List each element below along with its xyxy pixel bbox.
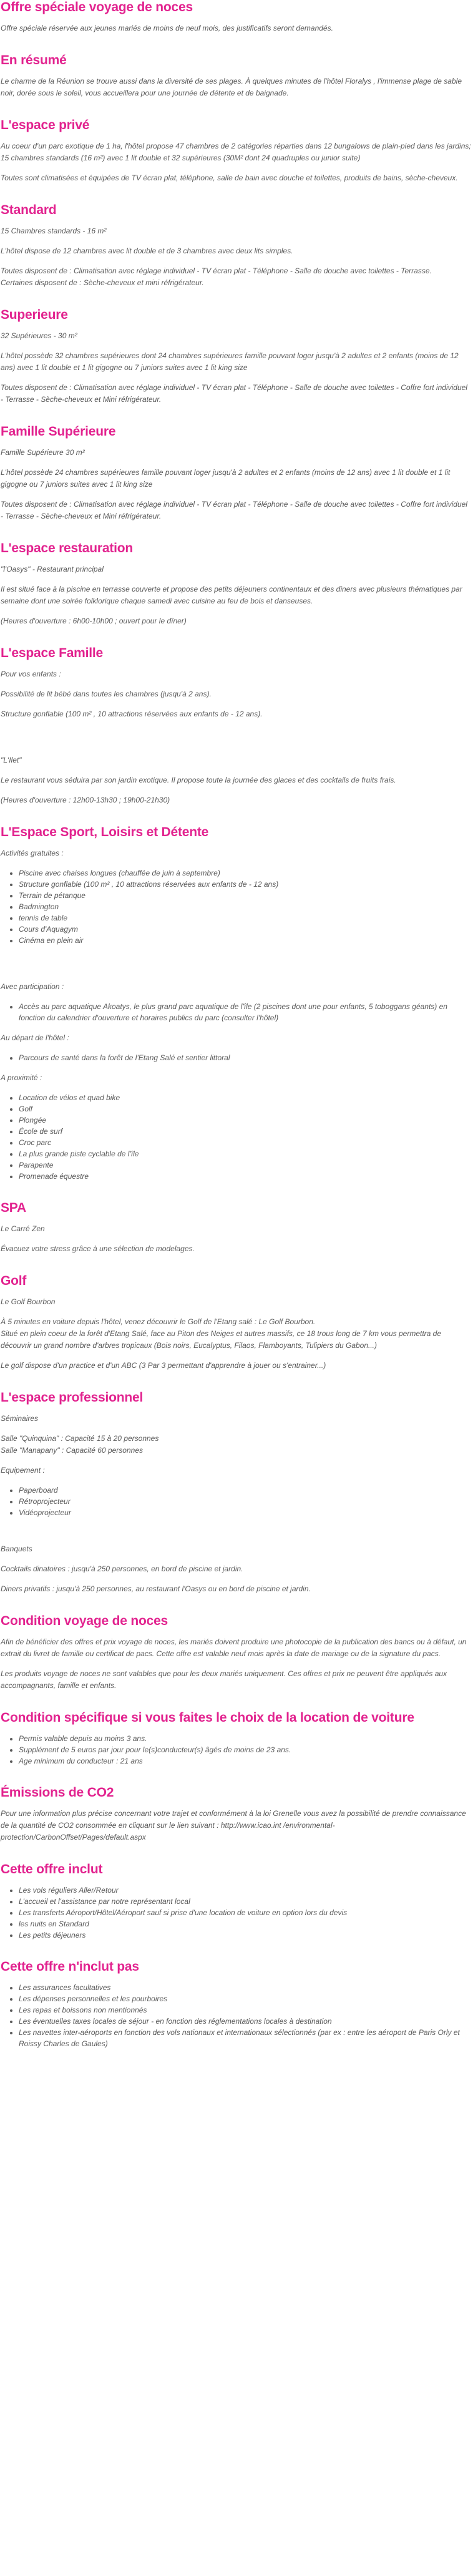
sport-participation-label: Avec participation :: [1, 982, 64, 991]
list-item: • Golf: [19, 1103, 472, 1115]
list-item: • Structure gonflable (100 m² , 10 attractions réservées aux enfants de - 12 ans): [19, 879, 472, 890]
restauration-hours: (Heures d'ouverture : 6h00-10h00 ; ouvert pour le dîner): [1, 617, 187, 625]
section-sport: [1, 825, 472, 1182]
list-item: • Les éventuelles taxes locales de séjour - en fonction des réglementations locales à destination: [19, 2016, 472, 2027]
famille-paragraph: Structure gonflable (100 m² , 10 attractions réservées aux enfants de - 12 ans).: [1, 710, 263, 718]
superieure-subtitle: 32 Supérieures - 30 m²: [1, 331, 77, 340]
section-restauration: [1, 541, 472, 627]
list-item: • L'accueil et l'assistance par notre représentant local: [19, 1896, 472, 1907]
superieure-paragraph: L'hôtel possède 32 chambres supérieures dont 24 chambres supérieures famille pouvant loger jusqu'à 2 adultes et 2 enfants (moins de 12 ans) avec 1 lit double et 1 lit gigogne ou 7 juniors suites avec 1 lit king size: [1, 351, 459, 372]
pro-title: L'espace professionnel: [1, 1390, 144, 1405]
list-item: • Location de vélos et quad bike: [19, 1092, 472, 1103]
section-condition: [1, 1614, 472, 1692]
location-list: [1, 1733, 472, 1767]
list-item: • Les dépenses personnelles et les pourboires: [19, 1993, 472, 2004]
inclut-list: [1, 1885, 472, 1941]
section-location-voiture: [1, 1710, 472, 1767]
prive-title: L'espace privé: [1, 118, 90, 132]
standard-subtitle: 15 Chambres standards - 16 m²: [1, 227, 107, 235]
prive-paragraph: Au coeur d'un parc exotique de 1 ha, l'hôtel propose 47 chambres de 2 catégories réparties dans 12 bungalows de plain-pied dans les jardins; 15 chambres standards (16 m²) avec 1 lit double et 32 supérieures (30M² dont 24 quadruples ou junior suite): [1, 142, 471, 162]
spa-paragraph: Le Carré Zen: [1, 1224, 45, 1233]
pro-equip-list: [1, 1485, 472, 1518]
standard-paragraph: L'hôtel dispose de 12 chambres avec lit double et de 3 chambres avec deux lits simples.: [1, 246, 293, 255]
resume-text: Le charme de la Réunion se trouve aussi dans la diversité de ses plages. À quelques minutes de l'hôtel Floralys , l'immense plage de sable noir, dorée sous le soleil, vous accueillera pour une journée de détente et de baignade.: [1, 77, 462, 97]
resume-title: En résumé: [1, 53, 67, 67]
list-item: • Les transferts Aéroport/Hôtel/Aéroport sauf si prise d'une location de voiture en option lors du devis: [19, 1907, 472, 1918]
sport-gratuites-label: Activités gratuites :: [1, 849, 64, 857]
section-golf: [1, 1274, 472, 1372]
ilet-paragraph: Le restaurant vous séduira par son jardin exotique. Il propose toute la journée des glaces et des cocktails de fruits frais.: [1, 776, 396, 784]
list-item: • Vidéoprojecteur: [19, 1507, 472, 1518]
sport-depart-label: Au départ de l'hôtel :: [1, 1033, 69, 1042]
list-item: • Les vols réguliers Aller/Retour: [19, 1885, 472, 1896]
offre-title: Offre spéciale voyage de noces: [1, 0, 193, 14]
spacer: [1, 955, 472, 981]
restauration-paragraph: Il est situé face à la piscine en terrasse couverte et propose des petits déjeuners continentaux et des diners avec plusieurs thématiques par semaine dont une soirée folklorique chaque samedi avec cuisine au feu de bois et danseuses.: [1, 585, 462, 605]
golf-title: Golf: [1, 1274, 27, 1288]
condition-paragraph: Les produits voyage de noces ne sont valables que pour les deux mariés uniquement. Ces offres et prix ne peuvent être appliqués aux accompagnants, famille et enfants.: [1, 1669, 447, 1690]
pro-paragraph: Séminaires: [1, 1414, 39, 1423]
pro-paragraph: Cocktails dinatoires : jusqu'à 250 personnes, en bord de piscine et jardin.: [1, 1564, 243, 1573]
list-item: • Supplément de 5 euros par jour pour le(s)conducteur(s) âgés de moins de 23 ans.: [19, 1744, 472, 1755]
golf-paragraph: Le golf dispose d'un practice et d'un ABC (3 Par 3 permettant d'apprendre à jouer ou s'entrainer...): [1, 1361, 326, 1370]
sport-depart-list: [1, 1052, 472, 1063]
restauration-title: L'espace restauration: [1, 541, 134, 555]
spa-title: SPA: [1, 1201, 27, 1215]
spacer: [1, 728, 472, 754]
spa-paragraph: Évacuez votre stress grâce à une sélection de modelages.: [1, 1244, 195, 1253]
famille-sup-title: Famille Supérieure: [1, 424, 116, 439]
list-item: • Rétroprojecteur: [19, 1496, 472, 1507]
co2-title: Émissions de CO2: [1, 1785, 114, 1800]
standard-paragraph: Toutes disposent de : Climatisation avec réglage individuel - TV écran plat - Téléphone - Salle de douche avec toilettes - Terrasse.: [1, 266, 432, 275]
famille-sup-paragraph: Toutes disposent de : Climatisation avec réglage individuel - TV écran plat - Téléphone - Salle de douche avec toilettes - Coffre fort individuel - Terrasse - Sèche-cheveux et Mini réfrigérateur.: [1, 500, 467, 520]
pro-equip-label: Equipement :: [1, 1466, 45, 1475]
list-item: • Parapente: [19, 1159, 472, 1171]
sport-participation-list: [1, 1001, 472, 1023]
list-item: • Terrain de pétanque: [19, 890, 472, 901]
list-item: • Les petits déjeuners: [19, 1930, 472, 1941]
ninclut-title: Cette offre n'inclut pas: [1, 1959, 139, 1974]
famille-paragraph: Possibilité de lit bébé dans toutes les chambres (jusqu'à 2 ans).: [1, 690, 212, 698]
offre-text: Offre spéciale réservée aux jeunes mariés de moins de neuf mois, des justificatifs seront demandés.: [1, 24, 333, 32]
ilet-hours: (Heures d'ouverture : 12h00-13h30 ; 19h00-21h30): [1, 796, 170, 804]
section-standard: [1, 203, 472, 289]
list-item: • Les navettes inter-aéroports en fonction des vols nationaux et internationaux sélectionnés (par ex : entre les aéroport de Paris Orly et Roissy Charles de Gaules): [19, 2027, 472, 2049]
list-item: • Les assurances facultatives: [19, 1982, 472, 1993]
list-item: • Accès au parc aquatique Akoatys, le plus grand parc aquatique de l'île (2 piscines dont une pour enfants, 5 toboggans géants) en fonction du calendrier d'ouverture et horaires publics du parc (consulter l'hôtel): [19, 1001, 472, 1023]
sport-gratuites-list: [1, 867, 472, 946]
list-item: • Permis valable depuis au moins 3 ans.: [19, 1733, 472, 1744]
list-item: • La plus grande piste cyclable de l'île: [19, 1148, 472, 1159]
section-resume: [1, 53, 472, 99]
section-co2: [1, 1785, 472, 1843]
famille-sup-subtitle: Famille Supérieure 30 m²: [1, 448, 85, 457]
golf-paragraph: Le Golf Bourbon: [1, 1297, 56, 1306]
famille-title: L'espace Famille: [1, 646, 104, 660]
co2-paragraph: Pour une information plus précise concernant votre trajet et conformément à la loi Grenelle vous avez la possibilité de prendre connaissance de la quantité de CO2 consommée en cliquant sur le lien suivant : http://www.icao.int /environmental-protection/CarbonOffset/Pages/default.aspx: [1, 1809, 466, 1842]
list-item: • Badmington: [19, 901, 472, 912]
section-espace-prive: [1, 118, 472, 184]
list-item: • Cinéma en plein air: [19, 935, 472, 946]
section-ilet: [1, 754, 472, 806]
list-item: • Piscine avec chaises longues (chauffée de juin à septembre): [19, 867, 472, 879]
condition-paragraph: Afin de bénéficier des offres et prix voyage de noces, les mariés doivent produire une photocopie de la publication des bancs ou à défaut, un extrait du livret de famille ou certificat de pacs. Cette offre est valable neuf mois après la date de mariage ou de la signature du pacs.: [1, 1637, 467, 1658]
sport-proximite-list: [1, 1092, 472, 1182]
superieure-title: Superieure: [1, 308, 68, 322]
section-espace-famille: [1, 646, 472, 720]
spacer: [1, 1527, 472, 1543]
superieure-paragraph: Toutes disposent de : Climatisation avec réglage individuel - TV écran plat - Téléphone - Salle de douche avec toilettes - Coffre fort individuel - Terrasse - Sèche-cheveux et Mini réfrigérateur.: [1, 383, 467, 404]
condition-title: Condition voyage de noces: [1, 1614, 168, 1628]
ninclut-list: [1, 1982, 472, 2049]
golf-paragraph: À 5 minutes en voiture depuis l'hôtel, venez découvrir le Golf de l'Etang salé : Le Golf Bourbon.: [1, 1317, 316, 1326]
pro-paragraph: Diners privatifs : jusqu'à 250 personnes, au restaurant l'Oasys ou en bord de piscine et jardin.: [1, 1584, 311, 1593]
section-famille-superieure: [1, 424, 472, 522]
sport-title: L'Espace Sport, Loisirs et Détente: [1, 825, 209, 839]
ilet-title: "L'Ilet": [1, 756, 22, 764]
sport-proximite-label: A proximité :: [1, 1073, 42, 1082]
pro-paragraph: Salle "Quinquina" : Capacité 15 à 20 personnes: [1, 1434, 159, 1443]
section-inclut: [1, 1862, 472, 1941]
famille-sup-paragraph: L'hôtel possède 24 chambres supérieures famille pouvant loger jusqu'à 2 adultes et 2 enfants (moins de 12 ans) avec 1 lit double et 1 lit gigogne ou 7 juniors suites avec 1 lit king size: [1, 468, 451, 489]
prive-paragraph: Toutes sont climatisées et équipées de TV écran plat, téléphone, salle de bain avec douche et toilettes, produits de bains, sèche-cheveux.: [1, 173, 458, 182]
list-item: • Les repas et boissons non mentionnés: [19, 2004, 472, 2016]
list-item: • Age minimum du conducteur : 21 ans: [19, 1755, 472, 1767]
list-item: • les nuits en Standard: [19, 1918, 472, 1930]
list-item: • Plongée: [19, 1115, 472, 1126]
standard-title: Standard: [1, 203, 57, 217]
standard-paragraph: Certaines disposent de : Sèche-cheveux et mini réfrigérateur.: [1, 278, 204, 287]
inclut-title: Cette offre inclut: [1, 1862, 103, 1876]
list-item: • Cours d'Aquagym: [19, 924, 472, 935]
section-superieure: [1, 308, 472, 406]
list-item: • Croc parc: [19, 1137, 472, 1148]
pro-paragraph: Banquets: [1, 1544, 32, 1553]
section-spa: [1, 1201, 472, 1255]
list-item: • tennis de table: [19, 912, 472, 924]
location-title: Condition spécifique si vous faites le choix de la location de voiture: [1, 1710, 414, 1725]
pro-paragraph: Salle "Manapany" : Capacité 60 personnes: [1, 1446, 143, 1455]
list-item: • École de surf: [19, 1126, 472, 1137]
list-item: • Promenade équestre: [19, 1171, 472, 1182]
section-espace-professionnel: [1, 1390, 472, 1595]
golf-paragraph: Situé en plein coeur de la forêt d'Etang Salé, face au Piton des Neiges et autres massifs, ce 18 trous long de 7 km vous permettra de découvrir un grand nombre d'arbres tropicaux (Bois noirs, Eucalyptus, Filaos, Flamboyants, Tulipiers du Gabon...): [1, 1329, 442, 1350]
list-item: • Parcours de santé dans la forêt de l'Etang Salé et sentier littoral: [19, 1052, 472, 1063]
famille-paragraph: Pour vos enfants :: [1, 670, 61, 678]
restauration-subtitle: "l'Oasys" - Restaurant principal: [1, 565, 104, 573]
list-item: • Paperboard: [19, 1485, 472, 1496]
section-offre: [1, 0, 472, 34]
section-ninclut: [1, 1959, 472, 2049]
